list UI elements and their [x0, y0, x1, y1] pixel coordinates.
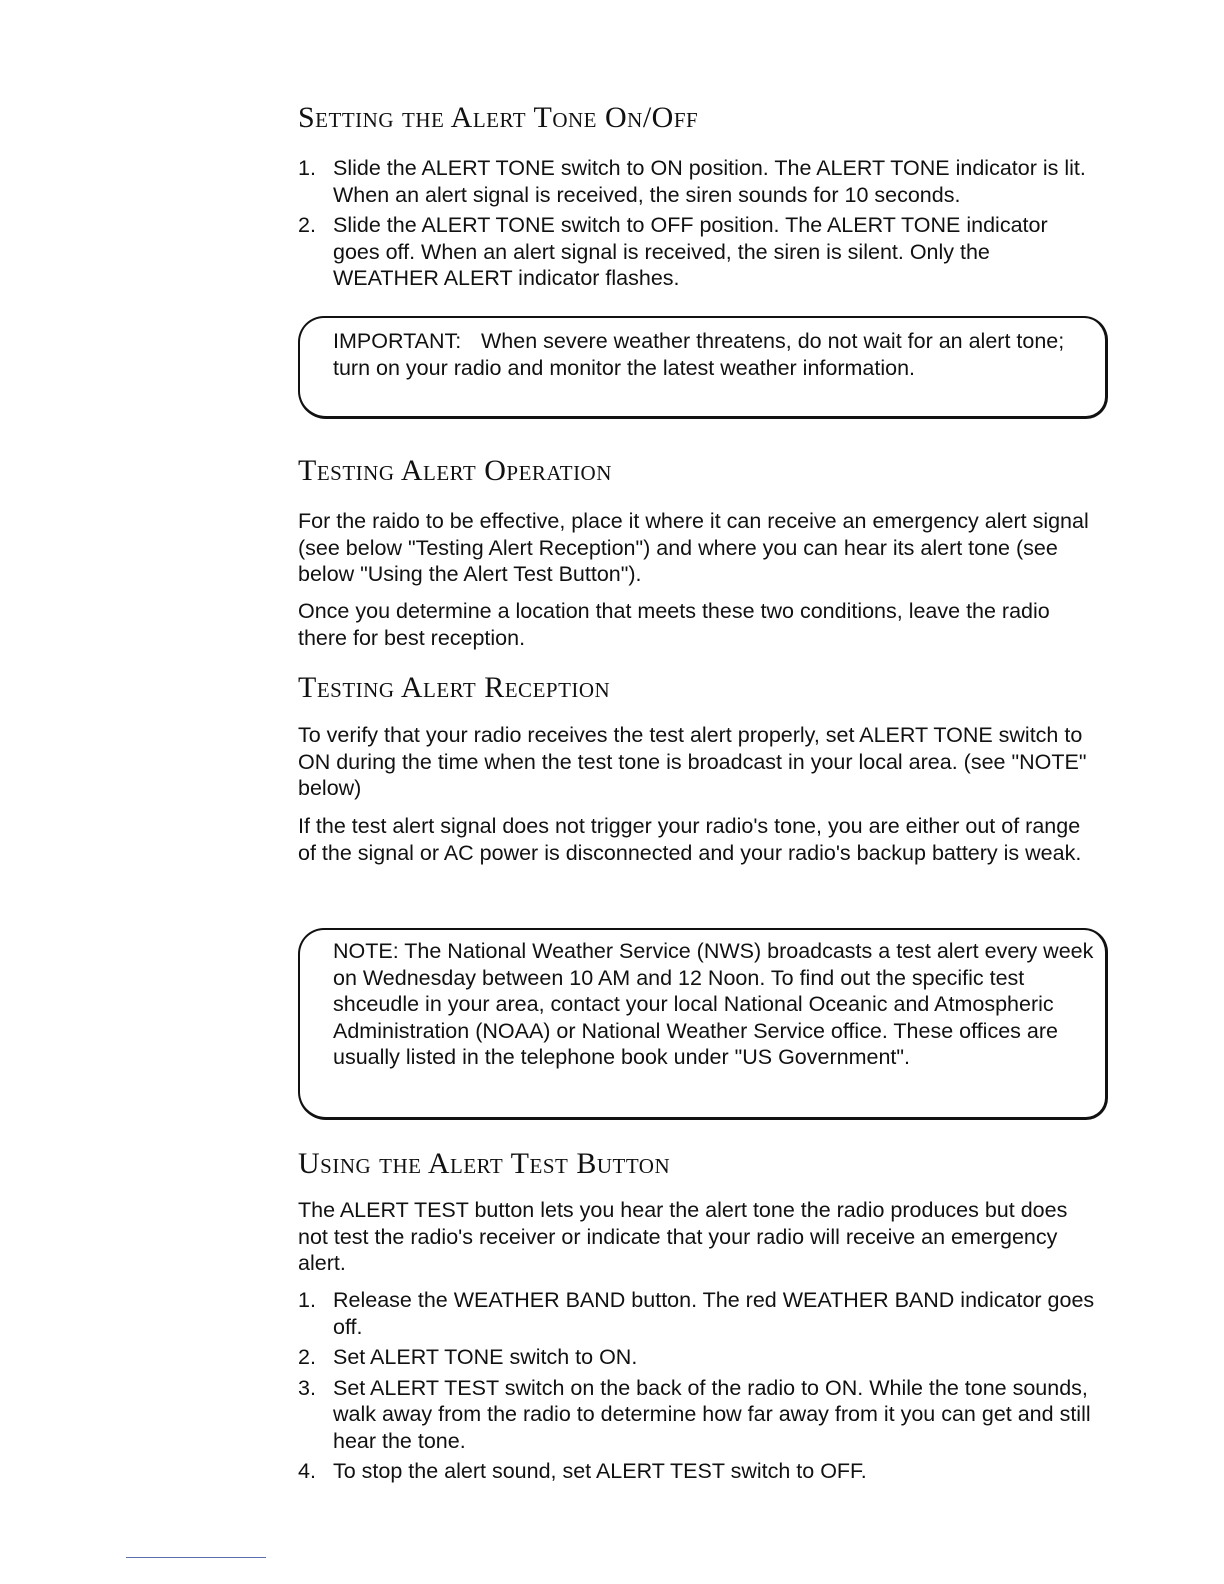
important-callout	[298, 316, 1108, 419]
test-button-intro: The ALERT TEST button lets you hear the alert tone the radio produces but does not test the radio's receiver or indicate that your radio will receive an emergency alert.	[298, 1198, 1068, 1275]
step-number: 1.	[298, 156, 316, 180]
list-item	[298, 1344, 1098, 1371]
important-label: IMPORTANT:	[333, 329, 462, 353]
list-item	[298, 1287, 1098, 1340]
step-text: Slide the ALERT TONE switch to OFF position. The ALERT TONE indicator goes off. When an alert signal is received, the siren is silent. Only the WEATHER ALERT indicator flashes.	[333, 213, 1048, 290]
step-text: Set ALERT TONE switch to ON.	[333, 1345, 638, 1369]
list-item	[298, 155, 1098, 208]
step-number: 2.	[298, 213, 316, 237]
heading-setting-alert-tone: Setting the Alert Tone On/Off	[298, 101, 699, 134]
operation-paragraph-1: For the raido to be effective, place it where it can receive an emergency alert signal (see below "Testing Alert Reception") and where you can hear its alert tone (see below "Using the Alert Test Button").	[298, 509, 1089, 586]
footer-rule	[126, 1557, 266, 1558]
list-item	[298, 212, 1098, 292]
list-item	[298, 1458, 1098, 1485]
step-text: Slide the ALERT TONE switch to ON position. The ALERT TONE indicator is lit. When an alert signal is received, the siren sounds for 10 seconds.	[333, 156, 1086, 207]
note-text: NOTE: The National Weather Service (NWS) broadcasts a test alert every week on Wednesday between 10 AM and 12 Noon. To find out the specific test shceudle in your area, contact your local National Oceanic and Atmospheric Administration (NOAA) or National Weather Service office. These offices are usually listed in the telephone book under "US Government".	[333, 939, 1094, 1069]
important-body: When severe weather threatens, do not wait for an alert tone; turn on your radio and monitor the latest weather information.	[333, 329, 1065, 380]
step-number: 2.	[298, 1345, 316, 1369]
operation-paragraph-2: Once you determine a location that meets these two conditions, leave the radio there for best reception.	[298, 599, 1050, 650]
note-callout	[298, 928, 1108, 1120]
heading-testing-alert-reception: Testing Alert Reception	[298, 671, 611, 704]
test-button-steps	[298, 1287, 1098, 1489]
reception-paragraph-2: If the test alert signal does not trigger your radio's tone, you are either out of range of the signal or AC power is disconnected and your radio's backup battery is weak.	[298, 814, 1082, 865]
reception-paragraph-1: To verify that your radio receives the test alert properly, set ALERT TONE switch to ON during the time when the test tone is broadcast in your local area. (see "NOTE" below)	[298, 723, 1087, 800]
alert-tone-steps	[298, 155, 1098, 296]
heading-testing-alert-operation: Testing Alert Operation	[298, 454, 612, 487]
step-text: Set ALERT TEST switch on the back of the radio to ON. While the tone sounds, walk away from the radio to determine how far away from it you can get and still hear the tone.	[333, 1375, 1091, 1453]
step-text: To stop the alert sound, set ALERT TEST switch to OFF.	[333, 1459, 867, 1483]
step-number: 3.	[298, 1375, 316, 1400]
important-text	[333, 328, 1103, 381]
list-item	[298, 1375, 1098, 1455]
heading-using-alert-test-button: Using the Alert Test Button	[298, 1147, 671, 1180]
step-number: 1.	[298, 1288, 316, 1312]
step-text: Release the WEATHER BAND button. The red WEATHER BAND indicator goes off.	[333, 1288, 1095, 1339]
step-number: 4.	[298, 1459, 316, 1483]
